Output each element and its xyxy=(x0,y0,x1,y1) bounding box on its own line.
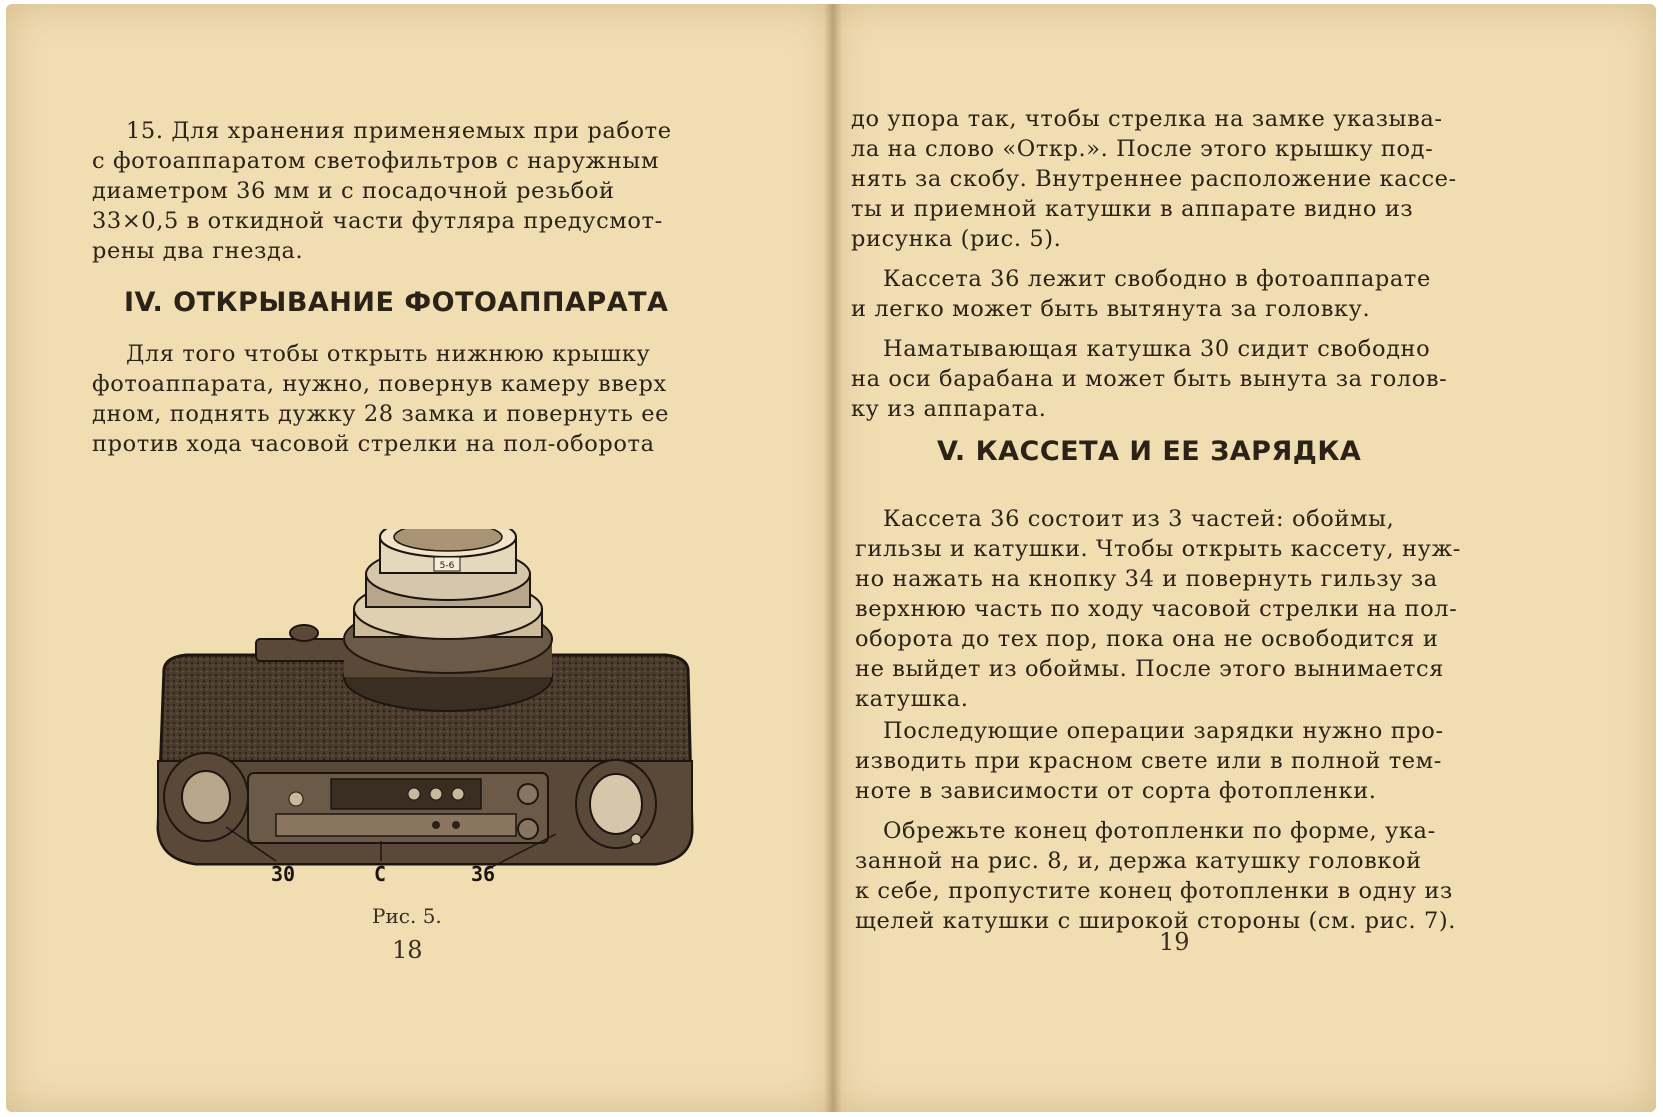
text-line: нять за скобу. Внутреннее расположение кассе- xyxy=(851,166,1457,192)
text-line: Кассета 36 состоит из 3 частей: обоймы, xyxy=(883,506,1395,532)
section-heading-iv: IV. ОТКРЫВАНИЕ ФОТОАППАРАТА xyxy=(124,287,669,318)
book-gutter xyxy=(824,4,842,1112)
paragraph-cut-film xyxy=(855,816,1485,936)
text-line: к себе, пропустите конец фотопленки в одну из xyxy=(855,878,1453,904)
text-line: но нажать на кнопку 34 и повернуть гильзу за xyxy=(855,566,1438,592)
paragraph-take-up-spool xyxy=(851,334,1481,424)
figure-caption: Рис. 5. xyxy=(372,904,442,928)
text-line: против хода часовой стрелки на пол-оборота xyxy=(92,431,655,457)
left-page xyxy=(6,4,833,1112)
lens-aperture-mark: 5-6 xyxy=(439,561,455,571)
text-line: занной на рис. 8, и, держа катушку головкой xyxy=(855,848,1422,874)
text-line: Обрежьте конец фотопленки по форме, ука- xyxy=(883,818,1436,844)
paragraph-dark-room xyxy=(855,716,1485,806)
paragraph-15 xyxy=(92,116,726,266)
page-number-left: 18 xyxy=(392,936,423,964)
text-line: 33×0,5 в откидной части футляра предусмот- xyxy=(92,208,663,234)
text-line: Для того чтобы открыть нижнюю крышку xyxy=(126,341,651,367)
text-line: изводить при красном свете или в полной тем- xyxy=(855,748,1442,774)
text-line: ку из аппарата. xyxy=(851,396,1047,422)
text-line: Наматывающая катушка 30 сидит свободно xyxy=(883,336,1431,362)
text-line: дном, поднять дужку 28 замка и повернуть ее xyxy=(92,401,670,427)
text-line: с фотоаппаратом светофильтров с наружным xyxy=(92,148,660,174)
callout-30: 30 xyxy=(271,862,296,886)
paragraph-cassette-free xyxy=(851,264,1481,324)
section-heading-v: V. КАССЕТА И ЕЕ ЗАРЯДКА xyxy=(937,436,1362,467)
text-line: диаметром 36 мм и с посадочной резьбой xyxy=(92,178,615,204)
book-spread xyxy=(6,4,1656,1112)
text-line: рены два гнезда. xyxy=(92,238,304,264)
text-line: на оси барабана и может быть вынута за голов- xyxy=(851,366,1448,392)
text-line: не выйдет из обоймы. После этого вынимается xyxy=(855,656,1445,682)
paragraph-cassette-parts xyxy=(855,504,1485,714)
text-line: Кассета 36 лежит свободно в фотоаппарате xyxy=(883,266,1431,292)
right-page xyxy=(833,4,1656,1112)
page-number-right: 19 xyxy=(1159,928,1190,956)
text-line: ты и приемной катушки в аппарате видно из xyxy=(851,196,1414,222)
text-line: гильзы и катушки. Чтобы открыть кассету, нуж- xyxy=(855,536,1461,562)
text-line: фотоаппарата, нужно, повернув камеру вверх xyxy=(92,371,667,397)
paragraph-continuation xyxy=(851,104,1481,254)
text-line: и легко может быть вытянута за головку. xyxy=(851,296,1371,322)
text-line: катушка. xyxy=(855,686,969,712)
text-line: щелей катушки с широкой стороны (см. рис. 7). xyxy=(855,908,1456,934)
text-line: рисунка (рис. 5). xyxy=(851,226,1062,252)
text-line: оборота до тех пор, пока она не освободится и xyxy=(855,626,1439,652)
camera-illustration xyxy=(136,529,716,919)
text-line: верхнюю часть по ходу часовой стрелки на пол- xyxy=(855,596,1458,622)
callout-c: С xyxy=(374,862,387,886)
paragraph-opening xyxy=(92,339,726,459)
callout-36: 36 xyxy=(471,862,496,886)
text-line: до упора так, чтобы стрелка на замке указыва- xyxy=(851,106,1443,132)
text-line: Последующие операции зарядки нужно про- xyxy=(883,718,1444,744)
text-line: 15. Для хранения применяемых при работе xyxy=(126,118,672,144)
text-line: ноте в зависимости от сорта фотопленки. xyxy=(855,778,1377,804)
text-line: ла на слово «Откр.». После этого крышку под- xyxy=(851,136,1434,162)
